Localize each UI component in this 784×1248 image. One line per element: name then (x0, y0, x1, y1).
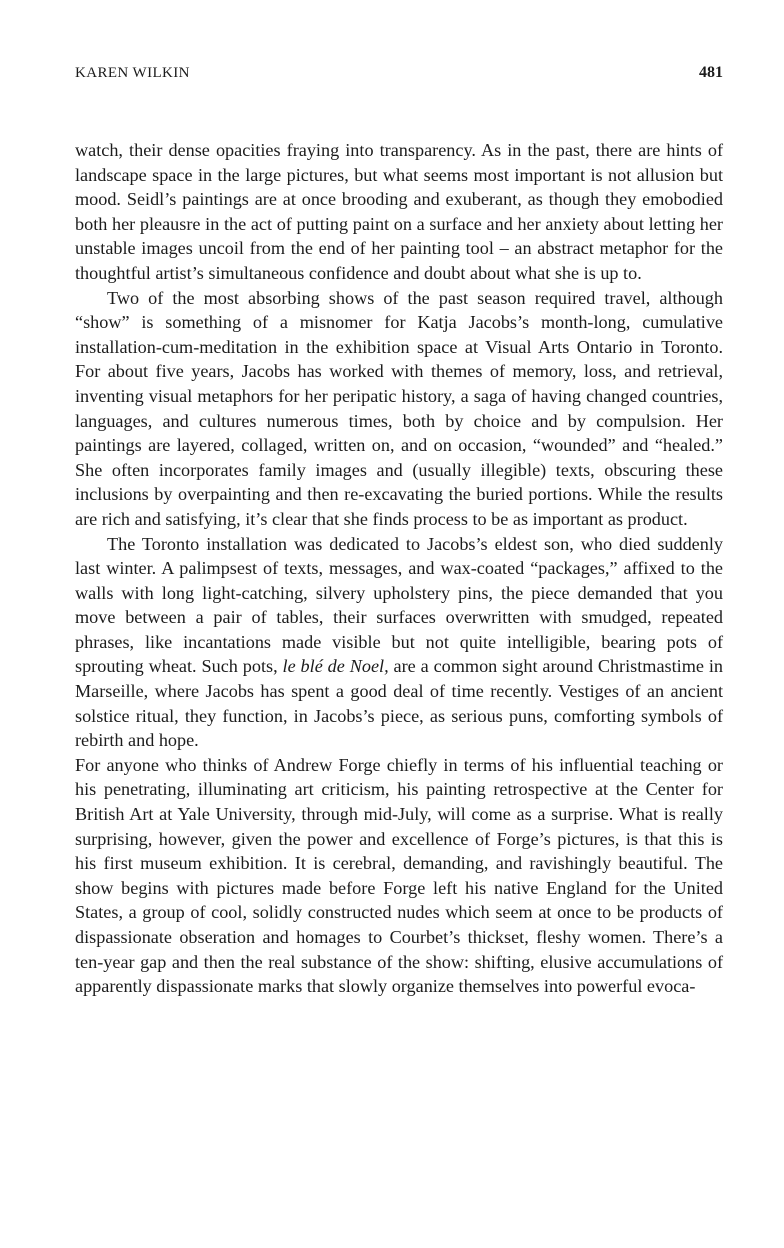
paragraph-jacobs-intro: Two of the most absorbing shows of the past season required travel, although “show” is something of a misnomer for Katja Jacobs’s month-long, cumulative installation-cum-meditation in the exhibition space at Visual Arts Ontario in Toronto. For about five years, Jacobs has worked with themes of memory, loss, and retrieval, inventing visual metaphors for her peripatic history, a saga of having changed countries, languages, and cultures numerous times, both by choice and by compulsion. Her paintings are layered, collaged, written on, and on occasion, “wounded” and “healed.” She often incorporates family images and (usually illegible) texts, obscuring these inclusions by overpainting and then re-excavating the buried portions. While the results are rich and satisfying, it’s clear that she finds process to be as important as product. (75, 287, 723, 529)
page-number: 481 (699, 64, 723, 81)
paragraph-toronto-installation (75, 532, 723, 753)
running-head (75, 64, 723, 88)
body-text (75, 138, 723, 999)
paragraph-text-after-italic: are a common sight around Christmastime in Marseille, where Jacobs has spent a good deal of time recently. Vestiges of an ancient solstice ritual, they function, in Jacobs’s piece, as serious puns, comforting symbols of rebirth and hope. (75, 656, 723, 751)
paragraph-continuation: watch, their dense opacities fraying into transparency. As in the past, there are hints of landscape space in the large pictures, but what seems most important is not allusion but mood. Seidl’s paintings are at once brooding and exuberant, as though they emobodied both her pleausre in the act of putting paint on a surface and her anxiety about letting her unstable images uncoil from the end of her painting tool – an abstract metaphor for the thoughtful artist’s simultaneous confidence and doubt about what she is up to. (75, 140, 723, 283)
running-head-author: KAREN WILKIN (75, 65, 190, 81)
italic-phrase: le blé de Noel, (282, 656, 389, 677)
paragraph-text-before-italic: The Toronto installation was dedicated to Jacobs’s eldest son, who died suddenly last winter. A palimpsest of texts, messages, and wax-coated “packages,” affixed to the walls with long light-catching, silvery upholstery pins, the piece demanded that you move between a pair of tables, their surfaces overwritten with smudged, repeated phrases, like incantations made visible but not quite intelligible, bearing pots of sprouting wheat. Such pots, (75, 533, 723, 677)
book-page (75, 64, 723, 997)
paragraph-andrew-forge: For anyone who thinks of Andrew Forge chiefly in terms of his influential teaching or his penetrating, illuminating art criticism, his painting retrospective at the Center for British Art at Yale University, through mid-July, will come as a surprise. What is really surprising, however, given the power and excellence of Forge’s pictures, is that this is his first museum exhibition. It is cerebral, demanding, and ravishingly beautiful. The show begins with pictures made before Forge left his native England for the United States, a group of cool, solidly constructed nudes which seem at once to be products of dispassionate obseration and homages to Courbet’s thickset, fleshy women. There’s a ten-year gap and then the real substance of the show: shifting, elusive accumulations of apparently dispassionate marks that slowly organize themselves into powerful evoca- (75, 754, 723, 997)
